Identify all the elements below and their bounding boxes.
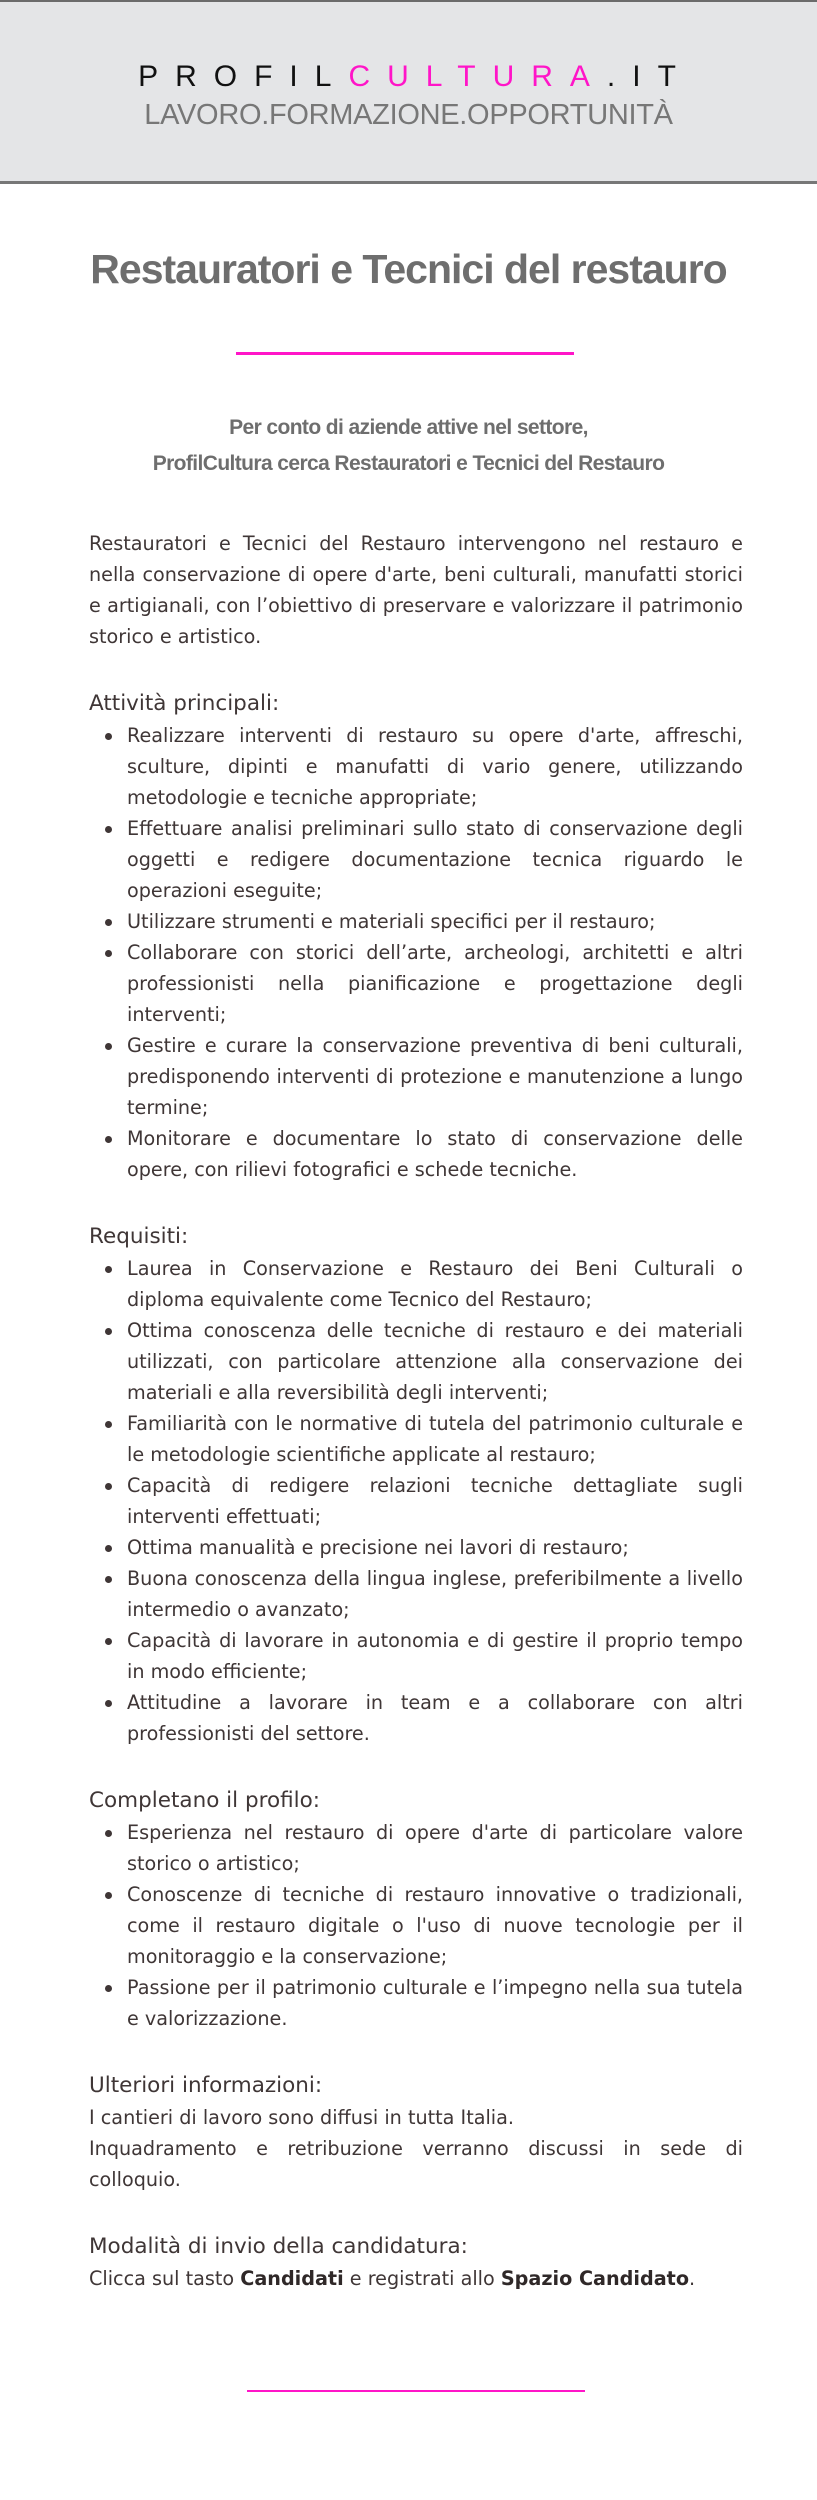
- site-tagline: LAVORO.FORMAZIONE.OPPORTUNITÀ: [144, 99, 673, 131]
- profile-list: [89, 1817, 743, 2034]
- list-item: Realizzare interventi di restauro su opere d'arte, affreschi, sculture, dipinti e manufatti di vario genere, utilizzando metodologie e tecniche appropriate;: [127, 720, 743, 813]
- application-instructions: [89, 2263, 743, 2294]
- requirements-section: [89, 1221, 743, 1749]
- list-item: Effettuare analisi preliminari sullo stato di conservazione degli oggetti e redigere documentazione tecnica riguardo le operazioni eseguite;: [127, 813, 743, 906]
- application-text-before: Clicca sul tasto: [89, 2267, 241, 2290]
- application-text-after: .: [689, 2267, 696, 2290]
- requirements-list: [89, 1253, 743, 1749]
- list-item: Ottima conoscenza delle tecniche di restauro e dei materiali utilizzati, con particolare attenzione alla conservazione dei materiali e alla reversibilità degli interventi;: [127, 1315, 743, 1408]
- page-title: Restauratori e Tecnici del restauro: [90, 246, 727, 292]
- list-item: Capacità di lavorare in autonomia e di gestire il proprio tempo in modo efficiente;: [127, 1625, 743, 1687]
- further-info-section: [89, 2070, 743, 2195]
- list-item: Collaborare con storici dell’arte, archeologi, architetti e altri professionisti nella pianificazione e progettazione degli interventi;: [127, 937, 743, 1030]
- activities-section: [89, 688, 743, 1185]
- subtitle: [0, 410, 817, 482]
- list-item: Buona conoscenza della lingua inglese, preferibilmente a livello intermedio o avanzato;: [127, 1563, 743, 1625]
- list-item: Familiarità con le normative di tutela del patrimonio culturale e le metodologie scientifiche applicate al restauro;: [127, 1408, 743, 1470]
- application-heading: Modalità di invio della candidatura:: [89, 2234, 468, 2259]
- list-item: Laurea in Conservazione e Restauro dei Beni Culturali o diploma equivalente come Tecnico del Restauro;: [127, 1253, 743, 1315]
- site-logo[interactable]: [0, 60, 817, 94]
- profile-heading: Completano il profilo:: [89, 1788, 321, 1813]
- activities-list: [89, 720, 743, 1185]
- candidati-label: Candidati: [240, 2267, 344, 2290]
- list-item: Utilizzare strumenti e materiali specifici per il restauro;: [127, 906, 743, 937]
- logo-text-cultura: CULTURA: [348, 60, 607, 93]
- list-item: Attitudine a lavorare in team e a collaborare con altri professionisti del settore.: [127, 1687, 743, 1749]
- accent-divider-top: [236, 352, 574, 355]
- further-info-heading: Ulteriori informazioni:: [89, 2073, 323, 2098]
- header-banner: [0, 0, 817, 184]
- list-item: Passione per il patrimonio culturale e l’impegno nella sua tutela e valorizzazione.: [127, 1972, 743, 2034]
- profile-section: [89, 1785, 743, 2034]
- list-item: Conoscenze di tecniche di restauro innovative o tradizionali, come il restauro digitale o l'uso di nuove tecnologie per il monitoraggio e la conservazione;: [127, 1879, 743, 1972]
- application-section: [89, 2231, 743, 2294]
- list-item: Gestire e curare la conservazione preventiva di beni culturali, predisponendo interventi di protezione e manutenzione a lungo termine;: [127, 1030, 743, 1123]
- job-description: [89, 528, 743, 2330]
- intro-paragraph: Restauratori e Tecnici del Restauro intervengono nel restauro e nella conservazione di opere d'arte, beni culturali, manufatti storici e artigianali, con l’obiettivo di preservare e valorizzare il patrimonio storico e artistico.: [89, 532, 743, 648]
- subtitle-line-2: ProfilCultura cerca Restauratori e Tecnici del Restauro: [152, 452, 665, 475]
- list-item: Ottima manualità e precisione nei lavori di restauro;: [127, 1532, 743, 1563]
- further-info-line-2: Inquadramento e retribuzione verranno discussi in sede di colloquio.: [89, 2137, 743, 2191]
- further-info-line-1: I cantieri di lavoro sono diffusi in tutta Italia.: [89, 2106, 514, 2129]
- activities-heading: Attività principali:: [89, 691, 280, 716]
- list-item: Monitorare e documentare lo stato di conservazione delle opere, con rilievi fotografici e schede tecniche.: [127, 1123, 743, 1185]
- logo-text-tld: .IT: [606, 60, 693, 93]
- requirements-heading: Requisiti:: [89, 1224, 189, 1249]
- accent-divider-bottom: [247, 2390, 585, 2392]
- logo-text-profil: PROFIL: [138, 60, 349, 93]
- application-text-middle: e registrati allo: [343, 2267, 501, 2290]
- spazio-candidato-label: Spazio Candidato: [500, 2267, 690, 2290]
- list-item: Capacità di redigere relazioni tecniche dettagliate sugli interventi effettuati;: [127, 1470, 743, 1532]
- subtitle-line-1: Per conto di aziende attive nel settore,: [229, 416, 588, 439]
- list-item: Esperienza nel restauro di opere d'arte di particolare valore storico o artistico;: [127, 1817, 743, 1879]
